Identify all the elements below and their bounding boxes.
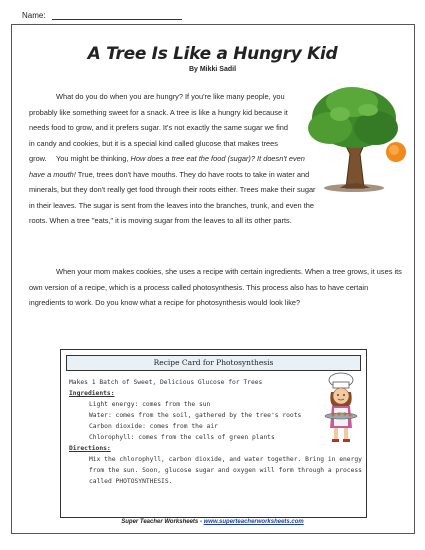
directions-line: Mix the chlorophyll, carbon dioxide, and water together. Bring in energy <box>89 456 362 463</box>
page-title: A Tree Is Like a Hungry Kid <box>87 44 338 64</box>
paragraph-2-rest: True, trees don't have mouths. They do have roots to take in water and minerals, but they don't really get food through their roots either. Trees make their sugar in their leaves. The sugar is sent from the leaves into the branches, trunk, and even the roots. When a tree "eats," it is moving sugar from the leaves to all its other parts. <box>29 169 316 225</box>
footer-url-link[interactable]: www.superteacherworksheets.com <box>203 519 304 525</box>
paragraph-2 <box>29 151 319 229</box>
paragraph-1-text: What do you do when you are hungry? If you're like many people, you probably like something sweet for a snack. A tree is like a hungry kid because it needs food to grow, and it prefers sugar. It's not exactly the same sugar we find in candy and cookies, but it is a special kind called glucose that makes trees grow. <box>29 92 288 163</box>
paragraph-3 <box>29 264 403 311</box>
directions-line: called PHOTOSYNTHESIS. <box>89 478 173 485</box>
directions-heading: Directions: <box>69 445 111 452</box>
recipe-makes: Makes 1 Batch of Sweet, Delicious Glucose for Trees <box>69 379 263 386</box>
paragraph-2-intro: You might be thinking, <box>56 154 131 163</box>
paragraph-2-question: How does a tree eat the food (sugar)? It doesn't even have a mouth! <box>29 154 305 179</box>
ingredient-item: Carbon dioxide: comes from the air <box>89 423 218 430</box>
name-label: Name: <box>22 11 46 20</box>
recipe-card-title: Recipe Card for Photosynthesis <box>66 355 361 371</box>
recipe-card <box>60 349 367 518</box>
footer-brand: Super Teacher Worksheets <box>121 519 199 525</box>
ingredients-heading: Ingredients: <box>69 390 115 397</box>
ingredient-item: Chlorophyll: comes from the cells of green plants <box>89 434 275 441</box>
author-byline: By Mikki Sadil <box>188 66 237 73</box>
paragraph-3-text: When your mom makes cookies, she uses a recipe with certain ingredients. When a tree grows, it uses its own version of a recipe, which is a process called photosynthesis. This process also has to have certain ingredients to work. Do you know what a recipe for photosynthesis would look like? <box>29 267 402 307</box>
tree-illustration <box>300 84 408 194</box>
ingredient-item: Water: comes from the soil, gathered by the tree's roots <box>89 412 302 419</box>
ingredient-item: Light energy: comes from the sun <box>89 401 211 408</box>
directions-line: from the sun. Soon, glucose sugar and oxygen will form through a process <box>89 467 362 474</box>
name-blank-line[interactable] <box>52 10 182 20</box>
footer-separator: - <box>199 519 202 525</box>
chef-illustration <box>319 372 363 444</box>
recipe-card-body <box>69 377 362 487</box>
footer <box>0 519 425 525</box>
name-field-row <box>22 10 182 20</box>
